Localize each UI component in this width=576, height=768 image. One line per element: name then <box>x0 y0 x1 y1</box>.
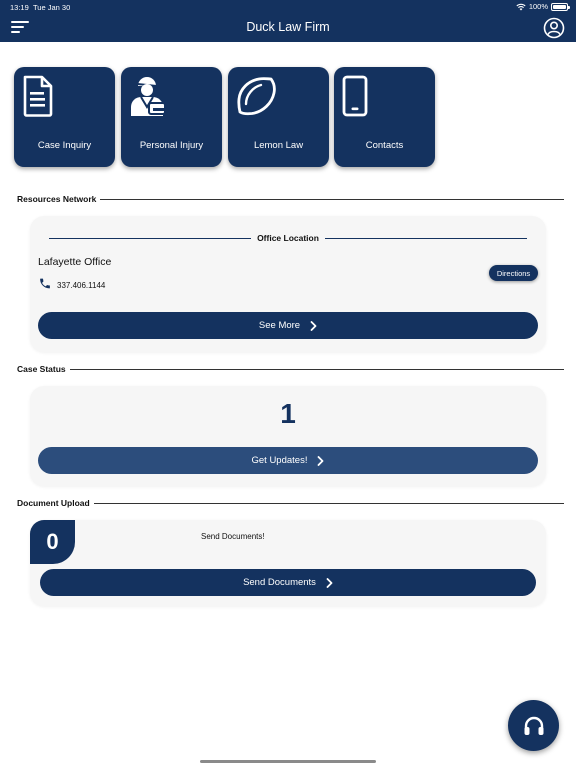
document-icon <box>22 75 54 117</box>
section-title: Case Status <box>17 364 66 374</box>
divider <box>70 369 564 370</box>
get-updates-label: Get Updates! <box>251 455 308 466</box>
profile-icon[interactable] <box>543 17 565 39</box>
send-documents-prompt: Send Documents! <box>201 532 265 541</box>
headset-icon <box>523 716 545 736</box>
wifi-icon <box>516 3 526 11</box>
chevron-right-icon <box>310 321 317 331</box>
support-button[interactable] <box>508 700 559 751</box>
see-more-label: See More <box>258 320 301 331</box>
directions-button[interactable]: Directions <box>489 265 538 281</box>
status-bar <box>0 0 576 14</box>
chevron-right-icon <box>317 456 324 466</box>
tile-contacts[interactable] <box>334 67 435 167</box>
resources-network-header <box>17 193 564 205</box>
tile-personal-injury[interactable] <box>121 67 222 167</box>
lemon-icon <box>236 75 278 117</box>
office-location-label: Office Location <box>257 233 319 243</box>
case-count: 1 <box>280 398 296 429</box>
chevron-right-icon <box>326 578 333 588</box>
send-documents-button[interactable] <box>40 569 536 596</box>
see-more-button[interactable] <box>38 312 538 339</box>
divider <box>94 503 564 504</box>
document-upload-card <box>30 520 546 606</box>
document-upload-header <box>17 497 564 509</box>
phone-number: 337.406.1144 <box>57 280 106 290</box>
tile-case-inquiry[interactable] <box>14 67 115 167</box>
divider <box>325 238 527 239</box>
nav-bar <box>0 14 576 42</box>
office-location-title <box>49 233 527 243</box>
status-time: 13:19 <box>10 3 29 12</box>
tile-lemon-law[interactable] <box>228 67 329 167</box>
office-phone[interactable] <box>38 277 105 290</box>
tile-label: Case Inquiry <box>37 140 92 151</box>
tile-label: Personal Injury <box>139 140 204 151</box>
page-title: Duck Law Firm <box>246 20 330 34</box>
phone-icon <box>342 75 370 117</box>
injured-person-icon <box>129 75 167 117</box>
case-status-card <box>30 386 546 486</box>
divider <box>49 238 251 239</box>
tile-label: Lemon Law <box>253 140 304 151</box>
home-indicator[interactable] <box>200 760 376 763</box>
get-updates-button[interactable] <box>38 447 538 474</box>
document-count-badge: 0 <box>30 520 75 564</box>
office-name: Lafayette Office <box>38 256 112 268</box>
tile-label: Contacts <box>365 140 404 151</box>
send-documents-label: Send Documents <box>243 577 316 588</box>
section-title: Document Upload <box>17 498 90 508</box>
battery-icon <box>551 3 568 11</box>
status-date: Tue Jan 30 <box>33 3 71 12</box>
battery-percent: 100% <box>528 2 548 11</box>
section-title: Resources Network <box>17 194 97 204</box>
phone-handset-icon <box>38 277 52 290</box>
office-location-card <box>30 216 546 352</box>
divider <box>100 199 564 200</box>
case-status-header <box>17 363 564 375</box>
